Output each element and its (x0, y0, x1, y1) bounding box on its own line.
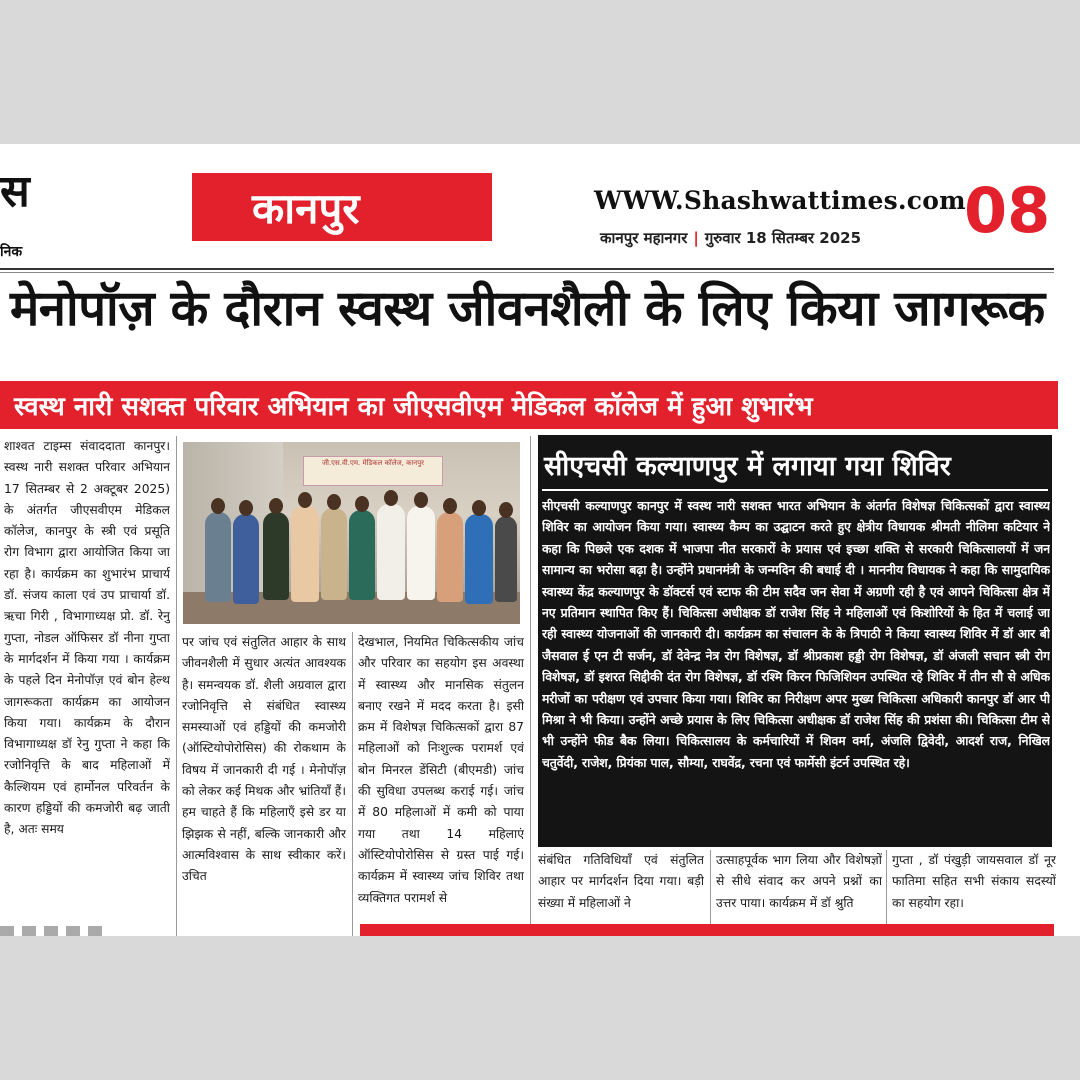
photo-person-head (472, 500, 486, 516)
masthead-divider-thin (0, 272, 1054, 273)
article-column-1: शाश्वत टाइम्स संवाददाता कानपुर। स्वस्थ नारी सशक्त परिवार अभियान 17 सितम्बर से 2 अक्टूबर 2025) के अंतर्गत जीएसवीएम मेडिकल कॉलेज, कानपुर के स्त्री एवं प्रसूति रोग विभाग द्वारा आयोजित किया जा रहा है। कार्यक्रम का शुभारंभ प्राचार्य डॉ. संजय काला एवं उप प्राचार्या डॉ. ऋचा गिरी , विभागाध्यक्ष प्रो. डॉ. रेनु गुप्ता, नोडल ऑफिसर डॉ नीना गुप्ता के मार्गदर्शन में किया गया । कार्यक्रम के पहले दिन मेनोपॉज़ एवं बोन हेल्थ जागरूकता कार्यक्रम का आयोजन किया गया। कार्यक्रम के दौरान विभागाध्यक्ष डॉ रेनु गुप्ता ने कहा कि रजोनिवृत्ति के बाद महिलाओं में कैल्शियम एवं हार्मोनल परिवर्तन के कारण हड्डियों की कमजोरी बढ़ जाती है, अतः समय (4, 439, 170, 837)
photo-person (407, 506, 435, 600)
dateline-separator: | (693, 229, 699, 247)
photo-person (205, 512, 231, 602)
sidebar-story-body: सीएचसी कल्याणपुर कानपुर में स्वस्थ नारी सशक्त भारत अभियान के अंतर्गत विशेषज्ञ चिकित्सकों द्वारा स्वास्थ्य शिविर का आयोजन किया गया। स्वास्थ्य कैम्प का उद्घाटन करते हुए क्षेत्रीय विधायक श्रीमती नीलिमा कटियार ने कहा कि पिछले एक दशक में भाजपा नीत सरकारों के प्रयास एवं इच्छा शक्ति से सरकारी चिकित्सालयों में जन सामान्य का भरोसा बढ़ा है। उन्होंने प्रधानमंत्री के जन्मदिन की बधाई दी । माननीय विधायक ने कहा कि सामुदायिक स्वास्थ्य केंद्र कल्याणपुर के डॉक्टर्स एवं स्टाफ की टीम सदैव जन सेवा में अग्रणी रही है एवं आपने चिकित्सा क्षेत्र में नए प्रतिमान स्थापित किए हैं। चिकित्सा अधीक्षक डॉ राजेश सिंह ने महिलाओं एवं किशोरियों के हित में चलाई जा रही स्वास्थ्य योजनाओं की जानकारी दी। कार्यक्रम का संचालन के के त्रिपाठी ने किया स्वास्थ्य शिविर में डॉ आर बी जैसवाल ई एन टी सर्जन, डॉ देवेन्द्र नेत्र रोग विशेषज्ञ, डॉ श्रीप्रकाश हड्डी रोग विशेषज्ञ, डॉ अंजली सचान स्त्री रोग विशेषज्ञ, डॉ इशरत सिद्दीकी दंत रोग विशेषज्ञ, डॉ रश्मि किरन फिजिशियन उपस्थित रहे शिविर में तीन सौ से अधिक मरीजों का परीक्षण एवं उपचार किया गया। शिविर का निरीक्षण अपर मुख्य चिकित्सा अधिकारी कानपुर डॉ आर पी मिश्रा ने भी किया। उन्होंने अच्छे प्रयास के लिए चिकित्सा अधीक्षक डॉ राजेश सिंह की प्रशंसा की। चिकित्सा टीम से भी उन्होंने फीड बैक लिया। चिकित्सालय के कर्मचारियों में शिवम वर्मा, अंजलि द्विवेदी, आदर्श राज, निखिल चतुर्वेदी, राजेश, प्रियंका पाल, सौम्या, राघवेंद्र, रचना एवं फार्मेसी इंटर्न उपस्थित रहे। (542, 498, 1050, 770)
website-url: WWW.Shashwattimes.com (594, 186, 966, 215)
photo-person (291, 506, 319, 602)
photo-person (465, 514, 493, 604)
subheadline-banner: स्वस्थ नारी सशक्त परिवार अभियान का जीएसवीएम मेडिकल कॉलेज में हुआ शुभारंभ (0, 381, 1058, 429)
photo-person-head (239, 500, 253, 516)
article-column-2: पर जांच एवं संतुलित आहार के साथ जीवनशैली में सुधार अत्यंत आवश्यक है। समन्वयक डॉ. शैली अग्रवाल द्वारा रजोनिवृत्ति से संबंधित स्वास्थ्य समस्याओं एवं हड्डियों की कमजोरी (ऑस्टियोपोरोसिस) की रोकथाम के विषय में जानकारी दी गई । मेनोपॉज़ को लेकर कई मिथक और भ्रांतियाँ हैं। हम चाहते हैं कि महिलाएँ इसे डर या झिझक से नहीं, बल्कि जानकारी और आत्मविश्वास के साथ स्वीकार करें। उचित (182, 635, 346, 884)
column-divider (176, 436, 177, 936)
photo-person-head (327, 494, 341, 510)
newspaper-page (0, 144, 1080, 936)
photo-person (321, 508, 347, 600)
masthead-divider (0, 268, 1054, 270)
photo-person-head (443, 498, 457, 514)
article-column-6: गुप्ता , डॉ पंखुड़ी जायसवाल डॉ नूर फातिमा सहित सभी संकाय सदस्यों का सहयोग रहा। (892, 853, 1056, 910)
city-banner: कानपुर (192, 173, 492, 241)
dateline (600, 228, 861, 248)
photo-person-head (384, 490, 398, 506)
photo-person-head (355, 496, 369, 512)
photo-person (437, 512, 463, 602)
photo-person (377, 504, 405, 600)
column-divider (530, 436, 531, 936)
column-divider (352, 632, 353, 936)
masthead-logo-sub: निक (0, 244, 23, 260)
photo-person-head (499, 502, 513, 518)
issue-date: गुरुवार 18 सितम्बर 2025 (704, 229, 862, 247)
photo-person-head (298, 492, 312, 508)
sidebar-story-box (538, 435, 1052, 847)
article-column-4: संबंधित गतिविधियाँ एवं संतुलित आहार पर मार्गदर्शन दिया गया। बड़ी संख्या में महिलाओं ने (538, 853, 704, 910)
event-photo (183, 442, 520, 624)
article-column-5: उत्साहपूर्वक भाग लिया और विशेषज्ञों से सीधे संवाद कर अपने प्रश्नों का उत्तर पाया। कार्यक्रम में डॉ श्रुति (716, 853, 882, 910)
edition-label: कानपुर महानगर (600, 229, 688, 247)
main-headline: मेनोपॉज़ के दौरान स्वस्थ जीवनशैली के लिए किया जागरूक (10, 280, 1045, 337)
photo-person-head (269, 498, 283, 514)
article-column-3: देखभाल, नियमित चिकित्सकीय जांच और परिवार का सहयोग इस अवस्था में स्वास्थ्य और मानसिक संतुलन बनाए रखने में मदद करता है। इसी क्रम में विशेषज्ञ चिकित्सकों द्वारा 87 महिलाओं को निःशुल्क परामर्श एवं बोन मिनरल डेंसिटी (बीएमडी) जांच की सुविधा उपलब्ध कराई गई। जांच में 80 महिलाओं में कमी को पाया गया तथा 14 महिलाएं ऑस्टियोपोरोसिस से ग्रस्त पाई गई। कार्यक्रम में स्वास्थ्य जांच शिविर तथा व्यक्तिगत परामर्श से (358, 635, 524, 905)
photo-person (495, 516, 517, 602)
masthead-logo: स (0, 166, 30, 217)
next-story-banner-edge (360, 924, 1054, 936)
photo-person (233, 514, 259, 604)
sidebar-story-rule (542, 489, 1048, 491)
photo-banner-sign: जी.एस.वी.एम. मेडिकल कॉलेज, कानपुर (303, 456, 443, 486)
photo-person-head (211, 498, 225, 514)
photo-person (263, 512, 289, 600)
sidebar-story-title: सीएचसी कल्याणपुर में लगाया गया शिविर (544, 450, 951, 482)
photo-person-head (414, 492, 428, 508)
photo-person (349, 510, 375, 600)
next-story-text-edge (0, 926, 110, 936)
page-number: 08 (964, 174, 1051, 247)
